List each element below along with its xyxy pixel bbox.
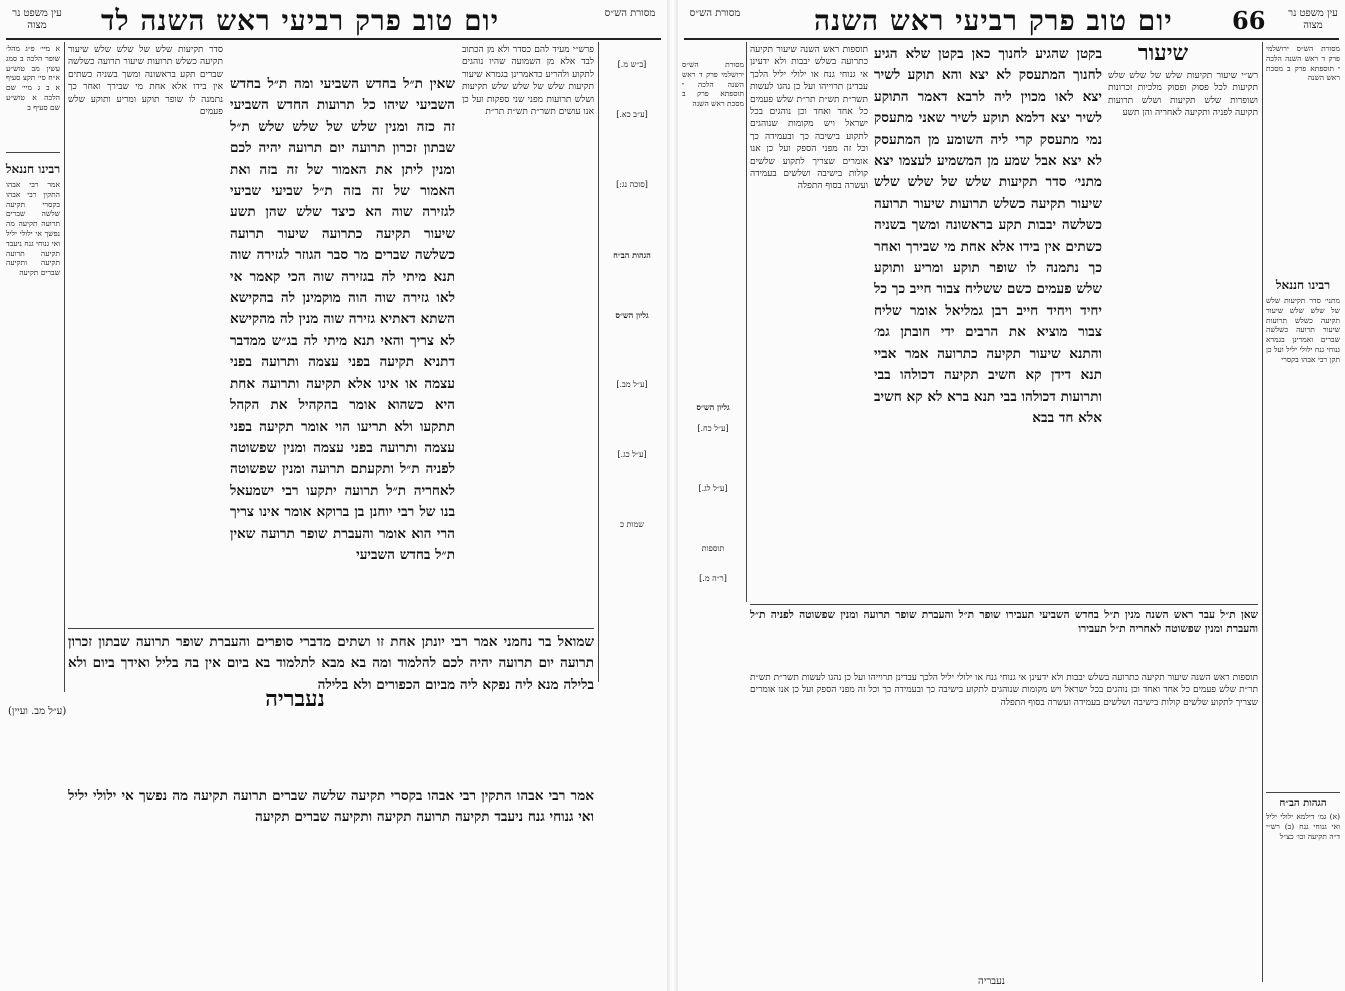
tosafot-bottom: תוספות ראש השנה שיעור תקיעה כתרועה בשלש יבבות ולא ידעינן אי גנוחי גנח או ילולי יליל הלכך עבדינן תרוייהו ועל כן נהגו לעשות תשר״ת תש״ת תר״ת שלש פעמים כל אחד ואחד וכן נוהגים בכל ישראל ויש מקומות שנוהגים לתקוע בישיבה כך ובעמידה כך וכל זה מפני הספק ועל כן אנו אומרים שצריך לתקוע שלשים קולות בישיבה ושלשים בעמידה ועשרה בסוף התפלה (750, 673, 1258, 708)
book-gutter (667, 0, 678, 991)
footer-reference: (ע״ל מב. ועיין) (8, 706, 67, 717)
right-page-header (684, 4, 1339, 40)
margin-note: [סוכה נג:] (616, 180, 648, 189)
footer-catchword: נעבריה (978, 976, 1006, 987)
margin-note: [ע״ל כג.] (617, 450, 647, 459)
ein-mishpat-header: עין משפט נר מצוה (1288, 8, 1338, 31)
rabbeinu-hananel-text: מתני׳ סדר תקיעות שלש של שלש שלש שיעור תקיעה כשלש תרועות שיעור תרועה כשלשה שברים ואמרינן בגמרא גנוחי גנח ילולי יליל ועל כן תקן רבי אבהו בקסרי (1266, 296, 1340, 364)
haghot-text: (א) גמ׳ דילמא ילולי יליל ואי גנוחי גנח (ב) רש״י ד״ה תקיעה וכו׳ כצ״ל (1266, 812, 1340, 841)
left-page (0, 0, 667, 991)
gemara-bottom-text-2: אמר רבי אבהו התקין רבי אבהו בקסרי תקיעה שלשה שברים תרועה תקיעה מה נפשך אי ילולי יליל ואי גנוחי גנח ניעבד תקיעה תרועה תקיעה ותקיעה שברים תקיעה (68, 788, 594, 826)
tosafot-column: סדר תקיעות שלש של שלש שלש שיעור תקיעה כשלש תרועות שיעור תרועה כשלשה שברים תקע בראשונה ומשך בשניה כשתים אין בידו אלא אחת מי שבירך ואחר כך נתמנה לו שופר תוקע ומריע ותוקע שלש פעמים (68, 45, 223, 118)
margin-notes (682, 60, 744, 584)
margin-note: [ב״ש מ.] (617, 60, 647, 69)
margin-note: שמות כ (620, 520, 644, 529)
margin-note: [ע״ב כא.] (616, 110, 648, 119)
tosafot-column: תוספות ראש השנה שיעור תקיעה כתרועה בשלש יבבות ולא ידעינן אי גנוחי גנח או ילולי יליל הלכך עבדינן תרוייהו ועל כן נהגו לעשות תשר״ת תש״ת תר״ת שלש פעמים כל אחד ואחד וכן נוהגים בכל ישראל ויש מקומות שנוהגים לתקוע בישיבה כך ובעמידה כך וכל זה מפני הספק ועל כן אנו אומרים שצריך לתקוע שלשים קולות בישיבה ושלשים בעמידה ועשרה בסוף התפלה (750, 45, 868, 192)
ein-mishpat-text: מסורת הש״ס ירושלמי פרק ד ראש השנה הלכה י תוספתא פרק ב מסכת ראש השנה (1266, 44, 1340, 83)
masoret-header: מסורת הש״ס (689, 8, 741, 19)
left-page-header (6, 4, 661, 40)
right-page (678, 0, 1345, 991)
margin-note: הגהות הב״ח (613, 250, 651, 260)
margin-note: תוספות (701, 544, 725, 553)
margin-note: [ר״ה מ.] (699, 574, 727, 583)
rabbeinu-hananel-heading: רבינו חננאל (1275, 278, 1331, 292)
margin-note: [ע״ל לג.] (698, 484, 728, 493)
lead-word: שיעור (1137, 40, 1189, 66)
ein-mishpat-header: עין משפט נר מצוה (12, 8, 62, 31)
haghot-heading: הגהות הב״ח (1279, 798, 1327, 809)
gemara-main-text: שאין ת״ל בחדש השביעי ומה ת״ל בחדש השביעי שיהו כל תרועות החדש השביעי זה כזה ומנין שלש של שלש שלש ת״ל שבתון זכרון תרועה יום תרועה יהיה לכם ומנין ליתן את האמור של זה בזה ואת האמור של זה בזה ת״ל שביעי שביעי לגזירה שוה הא כיצד שלש שהן תשע שיעור תקיעה כתרועה שיעור תרועה כשלשה שברים מר סבר הגוזר לגזירה שוה תנא מיתי לה בגזירה שוה הכי קאמר אי לאו גזירה שוה הוה מוקמינן לה בהקישא השתא דאתיא גזירה שוה מנין לה מהקישא לא צריך והאי תנא מיתי לה בג״ש ממדבר דתניא תקיעה בפני עצמה ותרועה בפני עצמה או אינו אלא תקיעה ותרועה אחת היא כשהוא אומר בהקהיל את הקהל תתקעו ולא תריעו הוי אומר תקיעה בפני עצמה ותרועה בפני עצמה ומנין שפשוטה לפניה ת״ל ותקעתם תרועה ומנין שפשוטה לאחריה ת״ל תרועה יתקעו רבי ישמעאל בנו של רבי יוחנן בן ברוקא אומר אינו צריך הרי הוא אומר והעברת שופר תרועה שאין ת״ל בחדש השביעי (230, 76, 455, 563)
margin-note: גליון הש״ס (696, 402, 730, 412)
rashi-column: פרש״י מעיד להם כסדר ולא מן הכתוב לבד אלא מן השמועה שהיו נוהגים לתקוע ולהריע כדאמרינן בגמרא שיעור תקיעות שלש של שלש שלש תקיעות ושלש תרועות מפני שני ספקות ועל כן אנו עושים תשר״ת תש״ת תר״ת (462, 45, 594, 118)
page-number: 66 (1232, 6, 1266, 35)
page-title: יום טוב פרק רביעי ראש השנה לד (101, 4, 500, 37)
margin-notes (602, 60, 662, 530)
gemara-main-text: בקטן שהגיע לחנוך כאן בקטן שלא הגיע לחנוך המתעסק לא יצא והא תוקע לשיר יצא לאו מכוין ליה לרבא דאמר התוקע לשיר יצא דלמא תוקע לשיר שאני מתעסק נמי מתעסק קרי ליה השומע מן המתעסק לא יצא אבל שמע מן המשמיע לעצמו יצא מתני׳ סדר תקיעות שלש של שלש שלש שיעור תקיעה כשלש תרועות שיעור תרועה כשלשה יבבות תקע בראשונה ומשך בשניה כשתים אין בידו אלא אחת מי שבירך ואחר כך נתמנה לו שופר תוקע ומריע ותוקע שלש פעמים כשם ששליח צבור חייב כך כל יחיד ויחיד חייב רבן גמליאל אומר שליח צבור מוציא את הרבים ידי חובתן גמ׳ והתנא שיעור תקיעה כתרועה אמר אביי תנא דידן קא חשיב תקיעה דכולהו בבי ותרועות דכולהו בבי תנא ברא לא קא חשיב אלא חד בבא (874, 46, 1102, 426)
gemara-bottom-text: שאן ת״ל עבר ראש השנה מנין ת״ל בחדש השביעי תעבירו שופר ת״ל והעברת שופר תרועה ומנין שפשוטה לפניה ת״ל והעברת ומנין שפשוטה לאחריה ת״ל תעבירו (750, 609, 1258, 636)
rashi-column: רש״י שיעור תקיעות שלש של שלש שלש תקיעות לכל פסוק ופסוק מלכיות זכרונות ושופרות שלש תקיעות ושלש תרועות תקיעה לפניה ותקיעה לאחריה והן תשע (1108, 71, 1258, 119)
masoret-text: מסורת הש״ס ירושלמי פרק ד ראש השנה הלכה י תוספתא פרק ב מסכת ראש השנה (682, 60, 744, 109)
rabbeinu-hananel-heading: רבינו חננאל (5, 162, 61, 176)
margin-note: [ע״ל כח.] (697, 424, 729, 433)
margin-note: גליון הש״ס (615, 310, 649, 320)
masoret-header: מסורת הש״ס (604, 8, 656, 19)
margin-note: [ע״ל מב.] (616, 380, 648, 389)
page-title: יום טוב פרק רביעי ראש השנה (814, 4, 1173, 37)
section-heading: נעבריה (265, 686, 325, 712)
gemara-bottom-text: שמואל בר נחמני אמר רבי יונתן אחת זו ושתים מדברי סופרים והעברת שופר תרועה שבתון זכרון תרועה יום תרועה יהיה לכם להלמוד ומה בא מבא לתלמוד בא ביום אין בה בליל ואידך ביום ולא בלילה מנא ליה נפקא ליה מביום הכפורים ולא בלילה (68, 634, 594, 693)
rabbeinu-hananel-text: אמר רבי אבהו התקין רבי אבהו בקסרי תקיעה שלשה שברים תרועה תקיעה מה נפשך אי ילולי יליל ואי גנוחי גנח ניעבד תקיעה תרועה תקיעה ותקיעה שברים תקיעה (6, 180, 60, 278)
ein-mishpat-text: א מיי׳ פ״ג מהל׳ שופר הלכה ב סמג עשין מב טוש״ע א״ח סי׳ תקצ סעיף א ב ג מיי׳ שם הלכה א טוש״ע שם סעיף ב (6, 44, 60, 112)
